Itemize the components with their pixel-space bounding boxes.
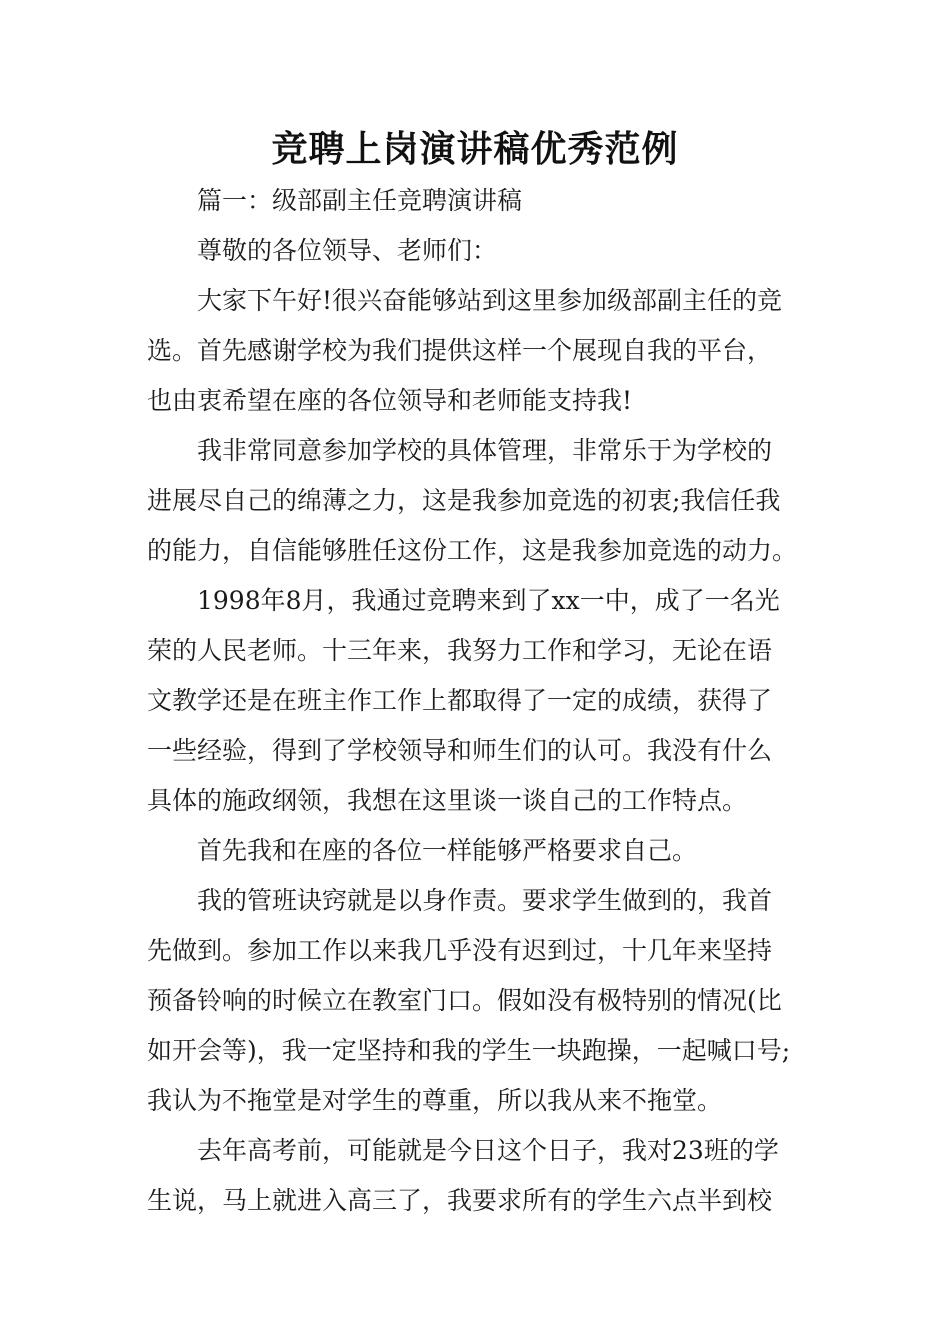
paragraph xyxy=(147,1126,811,1226)
text-line: 1998年8月，我通过竞聘来到了xx一中，成了一名光 xyxy=(197,586,780,615)
paragraph xyxy=(147,426,811,576)
text-line: 我非常同意参加学校的具体管理，非常乐于为学校的 xyxy=(197,436,773,465)
text-line: 进展尽自己的绵薄之力，这是我参加竞选的初衷;我信任我 xyxy=(147,486,781,515)
text-line: 我认为不拖堂是对学生的尊重，所以我从来不拖堂。 xyxy=(147,1086,723,1115)
paragraph xyxy=(147,176,811,226)
text-line: 荣的人民老师。十三年来，我努力工作和学习，无论在语 xyxy=(147,636,773,665)
paragraph xyxy=(147,276,811,426)
text-line: 首先我和在座的各位一样能够严格要求自己。 xyxy=(197,836,698,865)
text-line: 选。首先感谢学校为我们提供这样一个展现自我的平台， xyxy=(147,336,773,365)
paragraph xyxy=(147,576,811,826)
text-line: 如开会等)，我一定坚持和我的学生一块跑操，一起喊口号; xyxy=(147,1036,791,1065)
text-line: 篇一：级部副主任竞聘演讲稿 xyxy=(197,186,523,215)
text-line: 我的管班诀窍就是以身作责。要求学生做到的，我首 xyxy=(197,886,773,915)
paragraph xyxy=(147,226,811,276)
text-line: 先做到。参加工作以来我几乎没有迟到过，十几年来坚持 xyxy=(147,936,773,965)
text-line: 大家下午好!很兴奋能够站到这里参加级部副主任的竞 xyxy=(197,286,783,315)
document-body xyxy=(147,176,811,1226)
text-line: 一些经验，得到了学校领导和师生们的认可。我没有什么 xyxy=(147,736,773,765)
text-line: 尊敬的各位领导、老师们： xyxy=(197,236,498,265)
paragraph xyxy=(147,876,811,1126)
text-line: 生说，马上就进入高三了，我要求所有的学生六点半到校 xyxy=(147,1186,773,1215)
text-line: 也由衷希望在座的各位领导和老师能支持我! xyxy=(147,386,633,415)
paragraph xyxy=(147,826,811,876)
text-line: 预备铃响的时候立在教室门口。假如没有极特别的情况(比 xyxy=(147,986,782,1015)
document-title: 竞聘上岗演讲稿优秀范例 xyxy=(271,129,679,170)
text-line: 文教学还是在班主作工作上都取得了一定的成绩，获得了 xyxy=(147,686,773,715)
text-line: 去年高考前，可能就是今日这个日子，我对23班的学 xyxy=(197,1136,779,1165)
text-line: 具体的施政纲领，我想在这里谈一谈自己的工作特点。 xyxy=(147,786,748,815)
text-line: 的能力，自信能够胜任这份工作，这是我参加竞选的动力。 xyxy=(147,536,798,565)
